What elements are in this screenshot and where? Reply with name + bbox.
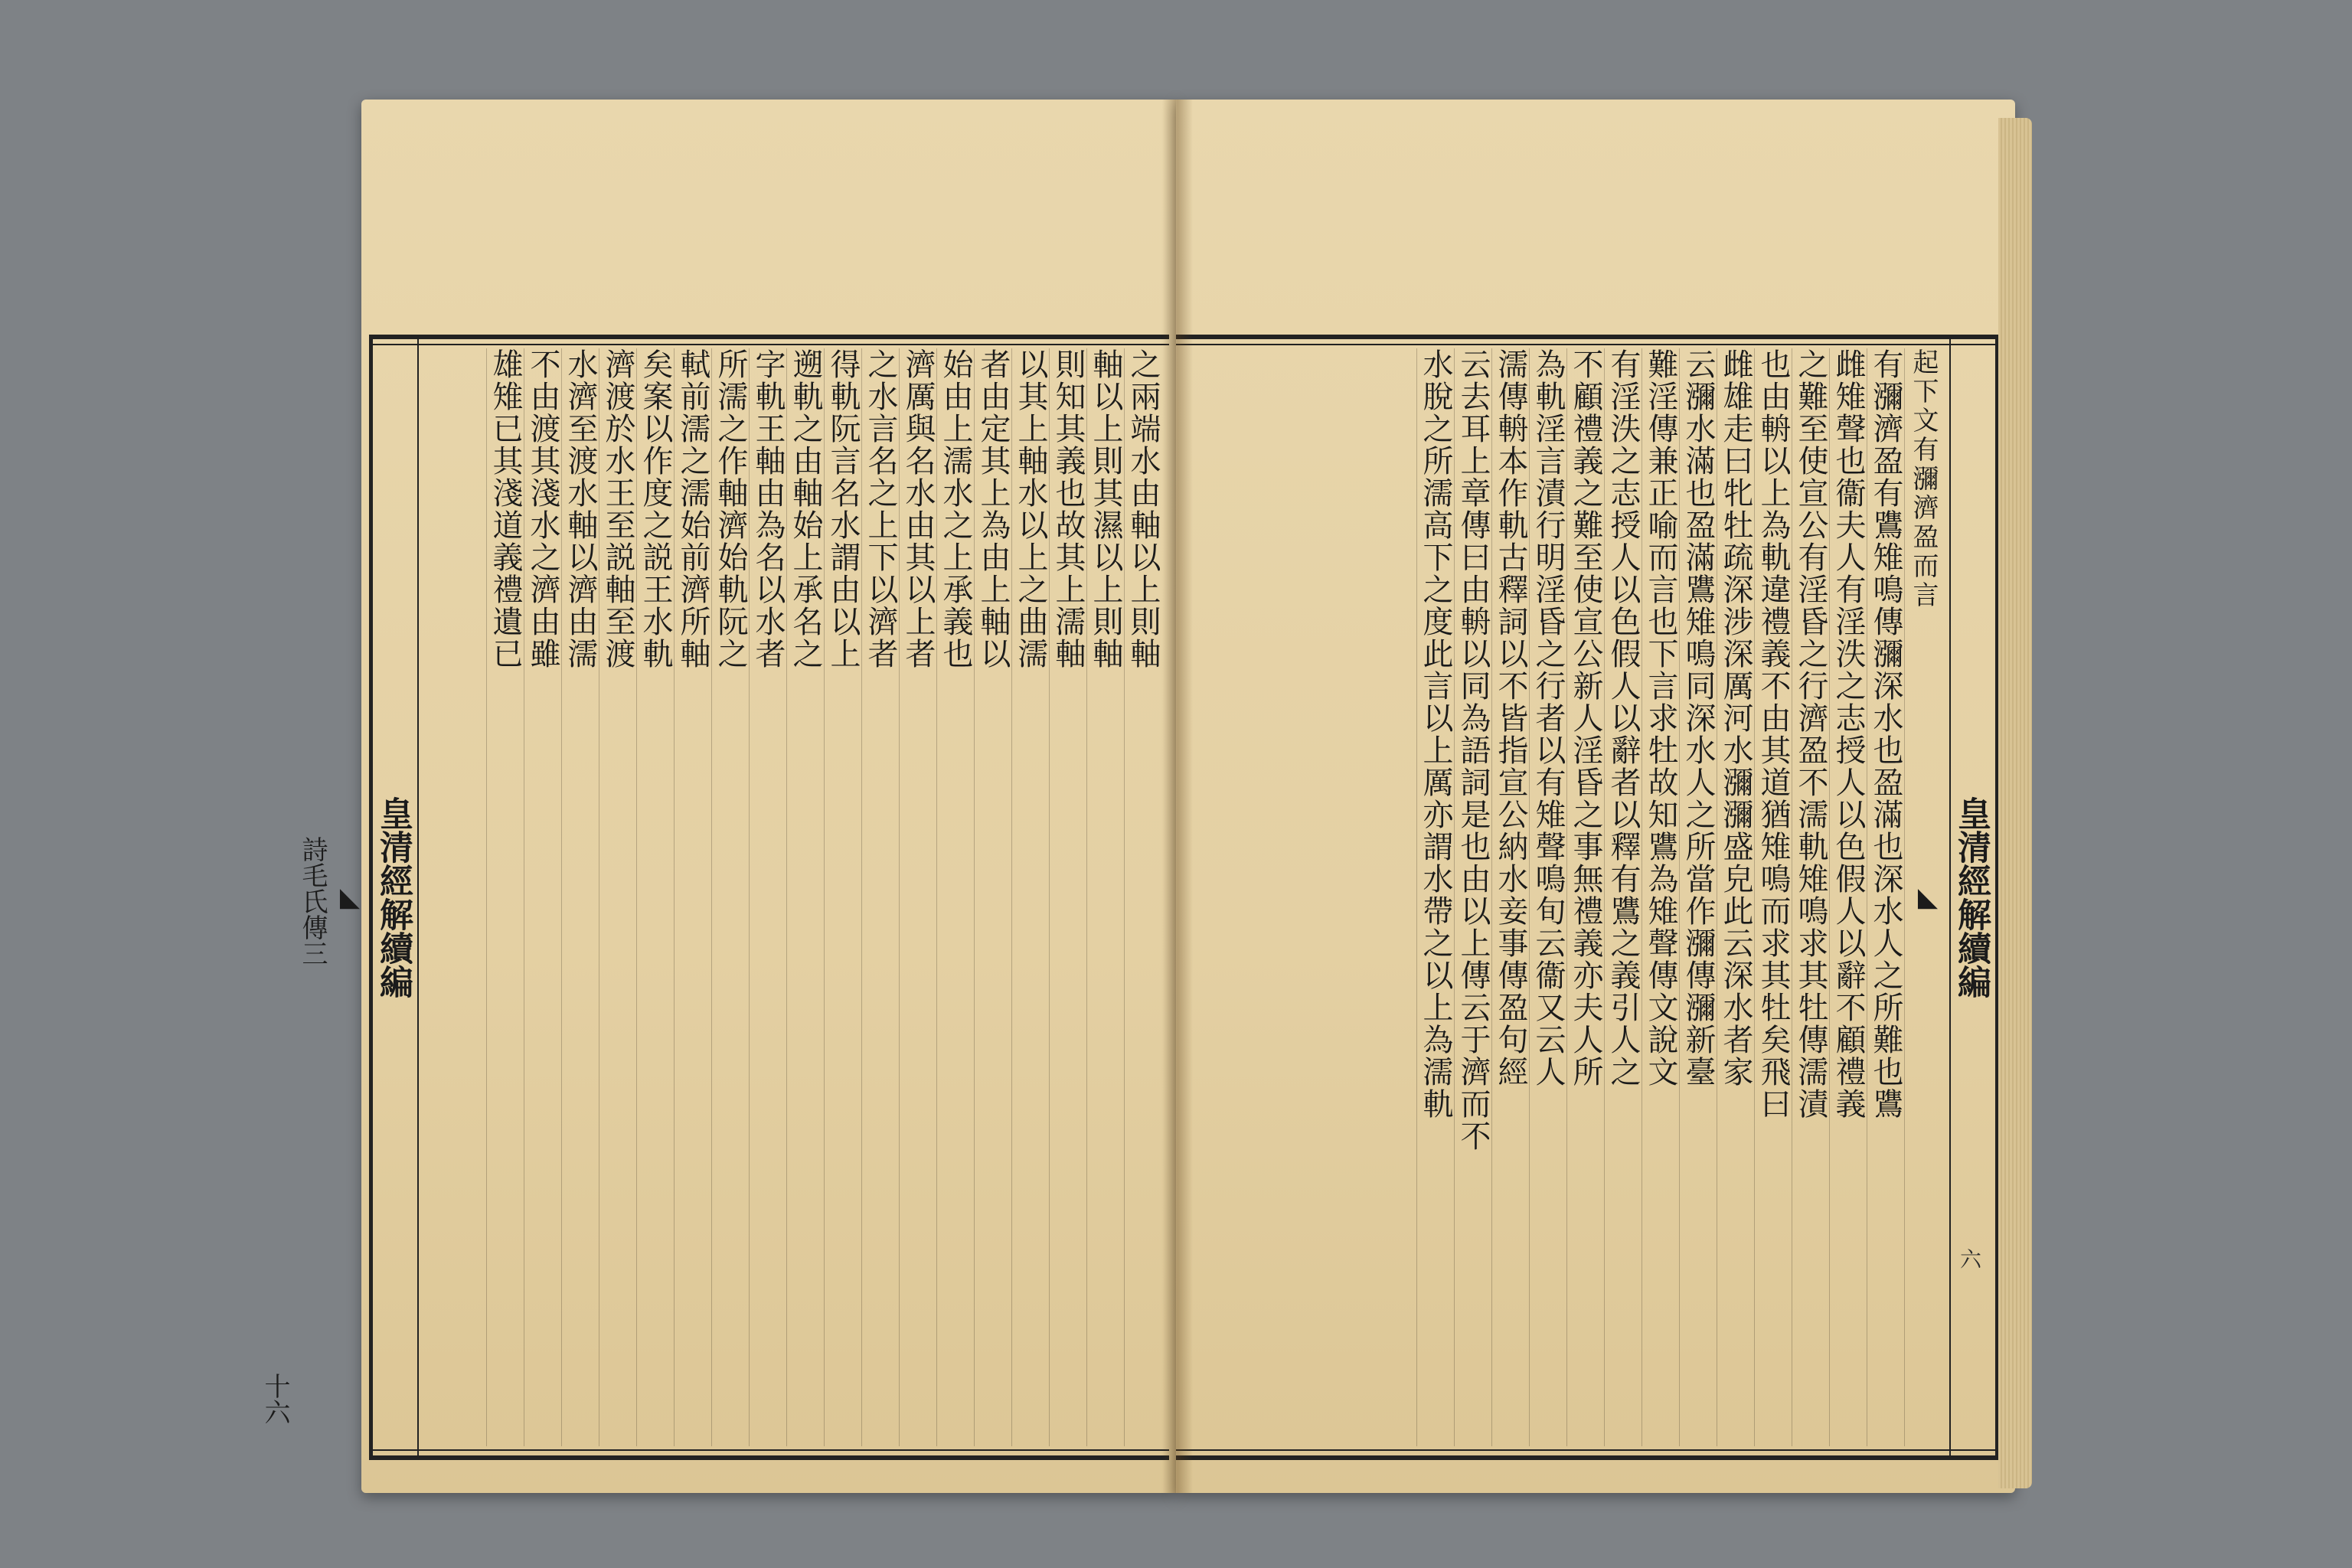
- text-column: 之水言名之上下以濟者: [861, 348, 899, 1446]
- text-column: 也由輈以上為軌違禮義不由其道猶雉鳴而求其牡矣飛曰: [1754, 348, 1792, 1446]
- text-column: 水脫之所濡高下之度此言以上厲亦謂水帶之以上為濡軌: [1416, 348, 1454, 1446]
- text-column: 之難至使宣公有淫昏之行濟盈不濡軌雉鳴求其牡傳濡漬: [1792, 348, 1829, 1446]
- text-column: 為軌淫言漬行明淫昏之行者以有雉聲鳴旬云衞又云人: [1529, 348, 1566, 1446]
- text-column: 濡傳輈本作軌古釋詞以不皆指宣公納水妾事傳盈句經: [1491, 348, 1529, 1446]
- text-column: 難淫傳兼正喻而言也下言求牡故知鷕為雉聲傳文說文: [1642, 348, 1679, 1446]
- text-column: 雄雉已其淺道義禮遺已: [486, 348, 524, 1446]
- text-column: 有瀰濟盈有鷕雉鳴傳瀰深水也盈滿也深水人之所難也鷕: [1867, 348, 1904, 1446]
- text-column: 軾前濡之濡始前濟所軸: [674, 348, 711, 1446]
- book-gutter: [1162, 100, 1193, 1493]
- left-banner: [260, 339, 419, 1455]
- text-column: 所濡之作軸濟始軌阮之: [711, 348, 749, 1446]
- text-column: 濟厲與名水由其以上者: [899, 348, 936, 1446]
- text-column: 云瀰水滿也盈滿鷕雉鳴同深水人之所當作瀰傳瀰新臺: [1679, 348, 1717, 1446]
- right-margin-folio: 六: [1957, 1248, 1982, 1269]
- text-column: 不由渡其淺水之濟由雖: [524, 348, 561, 1446]
- text-column: 字軌王軸由為名以水者: [749, 348, 786, 1446]
- right-banner-title: 皇清經解續編: [1952, 796, 1991, 998]
- left-text-columns: [419, 348, 1161, 1446]
- left-folio-mark: 十六: [260, 1373, 290, 1425]
- text-column: 遡軌之由軸始上承名之: [786, 348, 824, 1446]
- right-page-frame: [1176, 335, 1999, 1460]
- text-column: 雌雄走曰牝牡疏深涉深厲河水瀰瀰盛皃此云深水者家: [1717, 348, 1754, 1446]
- text-column: 之兩端水由軸以上則軸: [1124, 348, 1161, 1446]
- fish-tail-mark-icon: ◣: [1913, 882, 1943, 913]
- text-column: 云去耳上章傳曰由輈以同為語詞是也由以上傳云于濟而不: [1454, 348, 1491, 1446]
- right-page: [1176, 100, 2015, 1493]
- text-column: 不顧禮義之難至使宣公新人淫昏之事無禮義亦夫人所: [1566, 348, 1604, 1446]
- page-stack-edge: [1998, 118, 2032, 1488]
- text-column: 以其上軸水以上之曲濡: [1011, 348, 1049, 1446]
- left-banner-title: 皇清經解續編: [374, 796, 413, 998]
- text-column: 始由上濡水之上承義也: [936, 348, 974, 1446]
- text-column: 者由定其上為由上軸以: [974, 348, 1011, 1446]
- left-page-frame: [260, 335, 1169, 1460]
- text-column: 濟渡於水王至説軸至渡: [599, 348, 636, 1446]
- text-column: 雌雉聲也衞夫人有淫泆之志授人以色假人以辭不顧禮義: [1829, 348, 1867, 1446]
- text-column: 有淫泆之志授人以色假人以辭者以釋有鷕之義引人之: [1604, 348, 1642, 1446]
- fish-tail-mark-icon: ◣: [335, 882, 365, 913]
- left-banner-subtitle: 詩毛氏傳三: [297, 836, 328, 966]
- text-column: 水濟至渡水軸以濟由濡: [561, 348, 599, 1446]
- left-page: [260, 100, 1176, 1493]
- right-text-columns: [1184, 348, 1942, 1446]
- text-column: 軸以上則其濕以上則軸: [1086, 348, 1124, 1446]
- text-column: 起下文有瀰濟盈而言: [1904, 348, 1942, 1446]
- open-book: [260, 95, 2015, 1519]
- text-column: 矣案以作度之説王水軌: [636, 348, 674, 1446]
- text-column: 則知其義也故其上濡軸: [1049, 348, 1086, 1446]
- text-column: 得軌阮言名水謂由以上: [824, 348, 861, 1446]
